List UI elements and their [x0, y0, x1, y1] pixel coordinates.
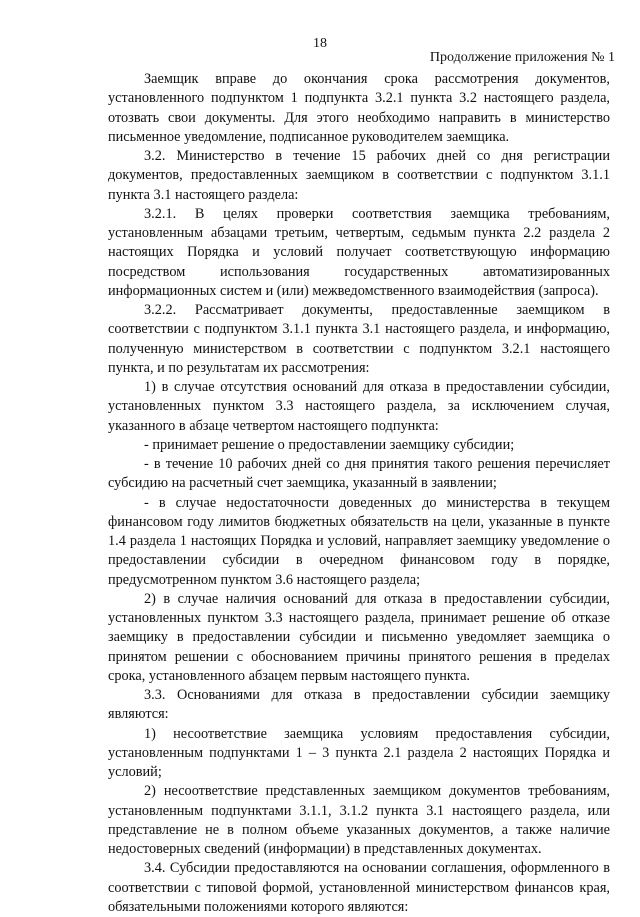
paragraph-3-2-2-item-1: 1) в случае отсутствия оснований для отказа в предоставлении субсидии, установленных пунктом 3.3 настоящего раздела, за исключением случая, указанного в абзаце четвертом настоящего подпункта: — [108, 379, 610, 434]
paragraph-3-2-2-item-2: 2) в случае наличия оснований для отказа в предоставлении субсидии, установленных пунктом 3.3 настоящего раздела, принимает решение об отказе заемщику в предоставлении субсидии и письменно уведомляет заемщика о принятом решении с обоснованием причины принятого решения в пределах срока, установленного абзацем первым настоящего пункта. — [108, 590, 610, 684]
paragraph-transfer-subsidy: - в течение 10 рабочих дней со дня принятия такого решения перечисляет субсидию на расчетный счет заемщика, указанный в заявлении; — [108, 456, 610, 492]
paragraph-3-3-item-2: 2) несоответствие представленных заемщиком документов требованиям, установленным подпунктами 3.1.1, 3.1.2 пункта 3.1 настоящего раздела, или представление не в полном объеме указанных документов, а также наличие недостоверных сведений (информации) в представленных документах. — [108, 783, 610, 857]
paragraph-decision-grant: - принимает решение о предоставлении заемщику субсидии; — [144, 436, 515, 453]
paragraph-3-2-1: 3.2.1. В целях проверки соответствия заемщика требованиям, установленным абзацами третьим, четвертым, седьмым пункта 2.2 раздела 2 настоящих Порядка и условий получает соответствующую информацию посредством использования государственных автоматизированных информационных систем и (или) межведомственного взаимодействия (запроса). — [108, 205, 610, 299]
appendix-continuation-note: Продолжение приложения № 1 — [429, 50, 615, 65]
paragraph-3-3: 3.3. Основаниями для отказа в предоставлении субсидии заемщику являются: — [108, 687, 610, 723]
paragraph-withdrawal-right: Заемщик вправе до окончания срока рассмотрения документов, установленного подпунктом 1 подпункта 3.2.1 пункта 3.2 настоящего раздела, отозвать свои документы. Для этого необходимо направить в министерство письменное уведомление, подписанное руководителем заемщика. — [108, 71, 610, 145]
paragraph-3-2-2: 3.2.2. Рассматривает документы, предоставленные заемщиком в соответствии с подпунктом 3.1.1 пункта 3.1 настоящего раздела, и информацию, полученную министерством в соответствии с подпунктом 3.2.1 настоящего пункта, и по результатам их рассмотрения: — [108, 302, 610, 376]
paragraph-3-3-item-1: 1) несоответствие заемщика условиям предоставления субсидии, установленным подпунктами 1 – 3 пункта 2.1 раздела 2 настоящих Порядка и условий; — [108, 725, 610, 780]
document-body — [108, 70, 610, 917]
paragraph-insufficient-limits: - в случае недостаточности доведенных до министерства в текущем финансовом году лимитов бюджетных обязательств на цели, указанные в пункте 1.4 раздела 1 настоящих Порядка и условий, направляет заемщику уведомление о предоставлении субсидии в очередном финансовом году в порядке, предусмотренном пунктом 3.6 настоящего раздела; — [108, 494, 610, 588]
page-number: 18 — [313, 36, 327, 51]
paragraph-3-2: 3.2. Министерство в течение 15 рабочих дней со дня регистрации документов, предоставленных заемщиком в соответствии с подпунктом 3.1.1 пункта 3.1 настоящего раздела: — [108, 148, 610, 203]
paragraph-3-4: 3.4. Субсидии предоставляются на основании соглашения, оформленного в соответствии с типовой формой, установленной министерством финансов края, обязательными положениями которого являются: — [108, 860, 610, 915]
